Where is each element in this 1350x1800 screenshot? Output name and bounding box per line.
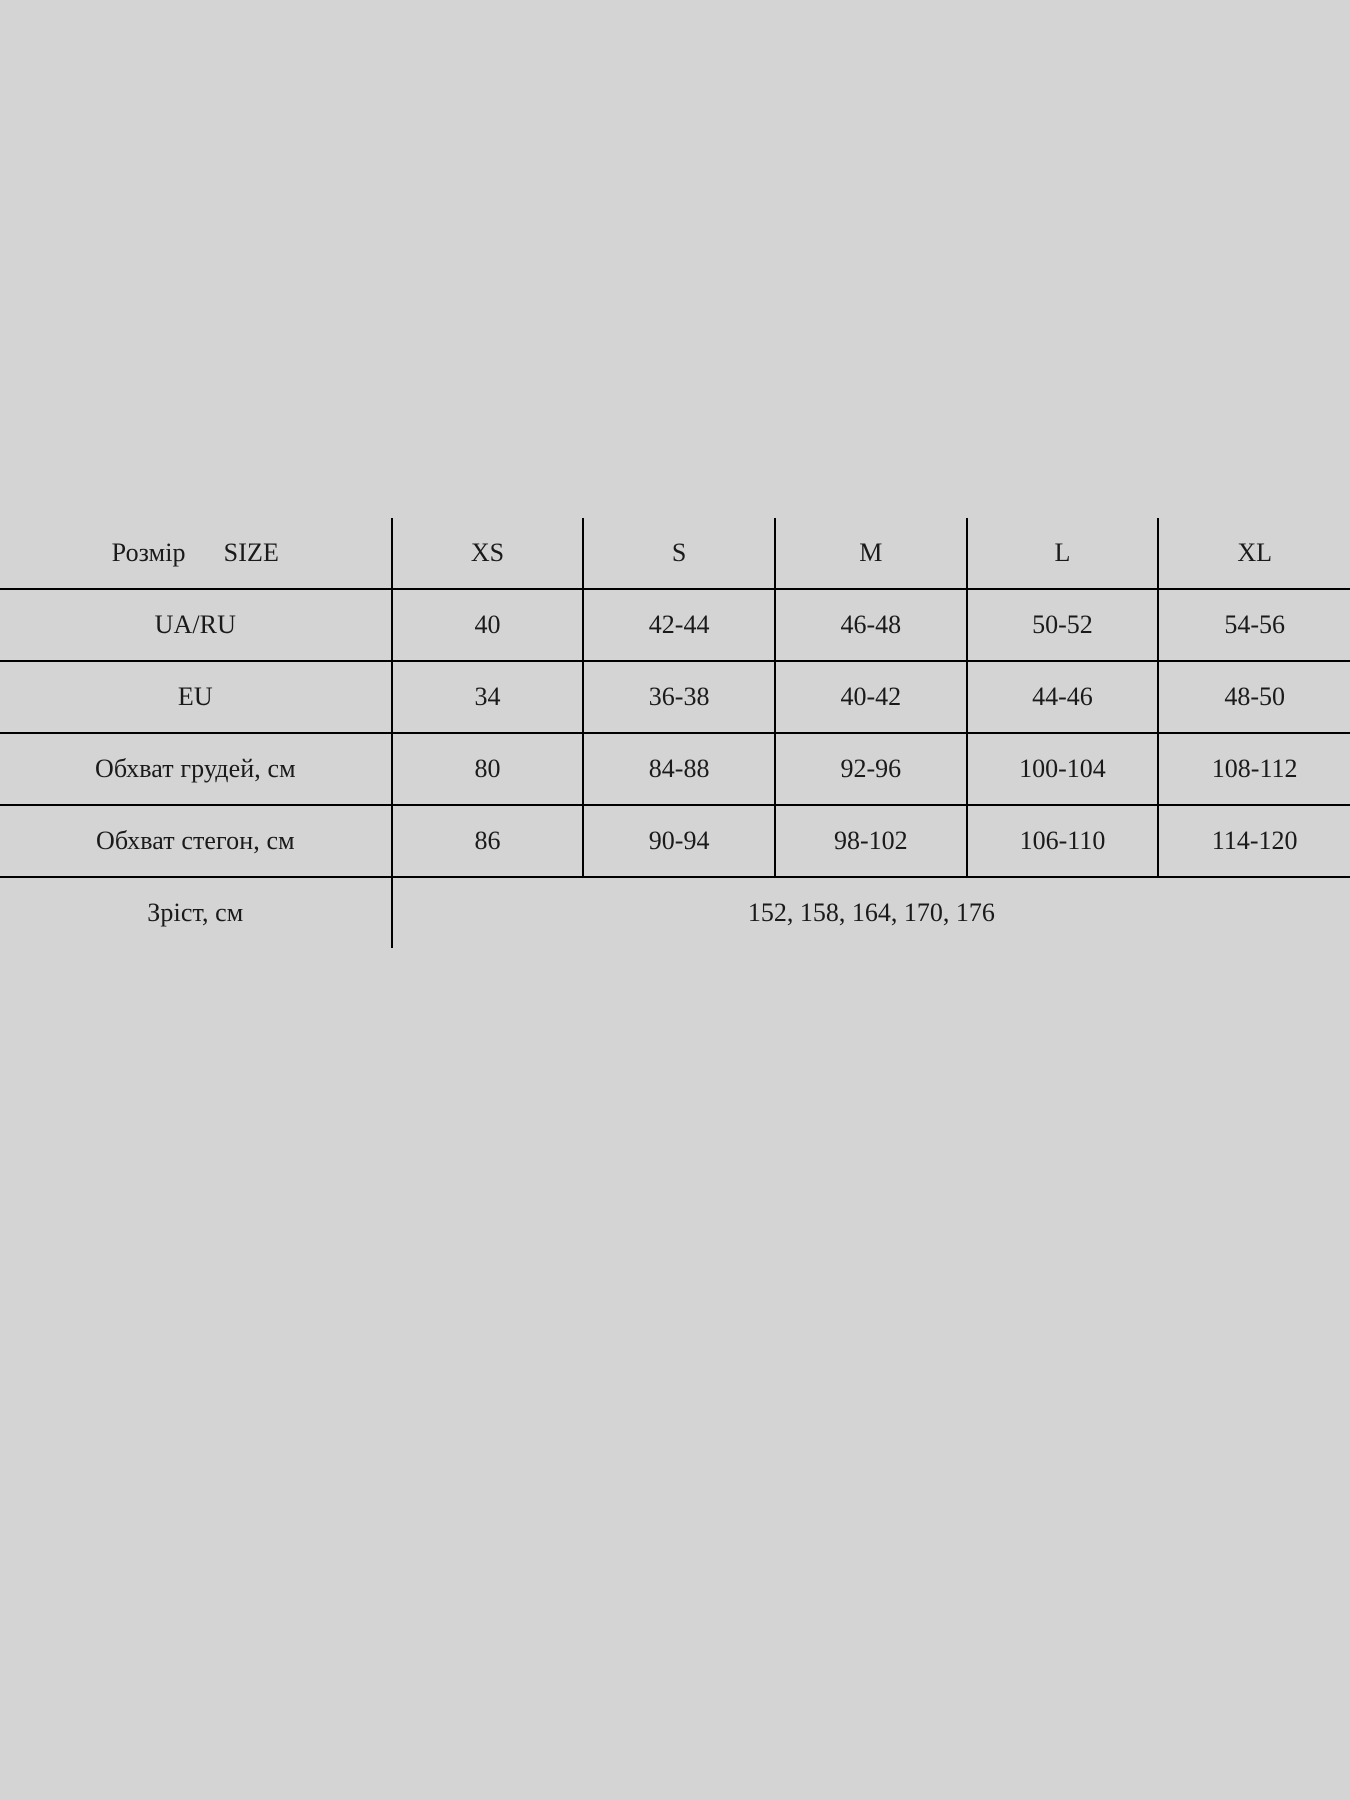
cell-ua-ru-xs: 40 (392, 589, 584, 661)
cell-ua-ru-xl: 54-56 (1158, 589, 1350, 661)
cell-hips-m: 98-102 (775, 805, 967, 877)
cell-chest-l: 100-104 (967, 733, 1159, 805)
row-label-chest: Обхват грудей, см (0, 733, 392, 805)
row-label-ua-ru: UA/RU (0, 589, 392, 661)
header-label-secondary: SIZE (223, 538, 279, 567)
cell-chest-s: 84-88 (583, 733, 775, 805)
table-row-height (0, 877, 1350, 948)
cell-ua-ru-l: 50-52 (967, 589, 1159, 661)
row-label-height: Зріст, см (0, 877, 392, 948)
cell-hips-s: 90-94 (583, 805, 775, 877)
cell-height-values: 152, 158, 164, 170, 176 (392, 877, 1350, 948)
header-size-m: M (775, 518, 967, 589)
table-body (0, 589, 1350, 948)
cell-eu-l: 44-46 (967, 661, 1159, 733)
header-size-s: S (583, 518, 775, 589)
size-chart-table (0, 518, 1350, 948)
cell-eu-s: 36-38 (583, 661, 775, 733)
cell-chest-xl: 108-112 (1158, 733, 1350, 805)
cell-eu-xl: 48-50 (1158, 661, 1350, 733)
header-label-primary: Розмір (111, 538, 186, 567)
cell-hips-xl: 114-120 (1158, 805, 1350, 877)
cell-ua-ru-m: 46-48 (775, 589, 967, 661)
table-row (0, 733, 1350, 805)
cell-hips-xs: 86 (392, 805, 584, 877)
size-chart-container (0, 518, 1350, 948)
table-row (0, 805, 1350, 877)
cell-chest-m: 92-96 (775, 733, 967, 805)
cell-eu-xs: 34 (392, 661, 584, 733)
cell-hips-l: 106-110 (967, 805, 1159, 877)
table-row (0, 589, 1350, 661)
cell-eu-m: 40-42 (775, 661, 967, 733)
header-size-l: L (967, 518, 1159, 589)
header-size-label (0, 518, 392, 589)
row-label-eu: EU (0, 661, 392, 733)
cell-ua-ru-s: 42-44 (583, 589, 775, 661)
table-row (0, 661, 1350, 733)
header-size-xs: XS (392, 518, 584, 589)
table-header (0, 518, 1350, 589)
table-header-row (0, 518, 1350, 589)
row-label-hips: Обхват стегон, см (0, 805, 392, 877)
header-size-xl: XL (1158, 518, 1350, 589)
cell-chest-xs: 80 (392, 733, 584, 805)
